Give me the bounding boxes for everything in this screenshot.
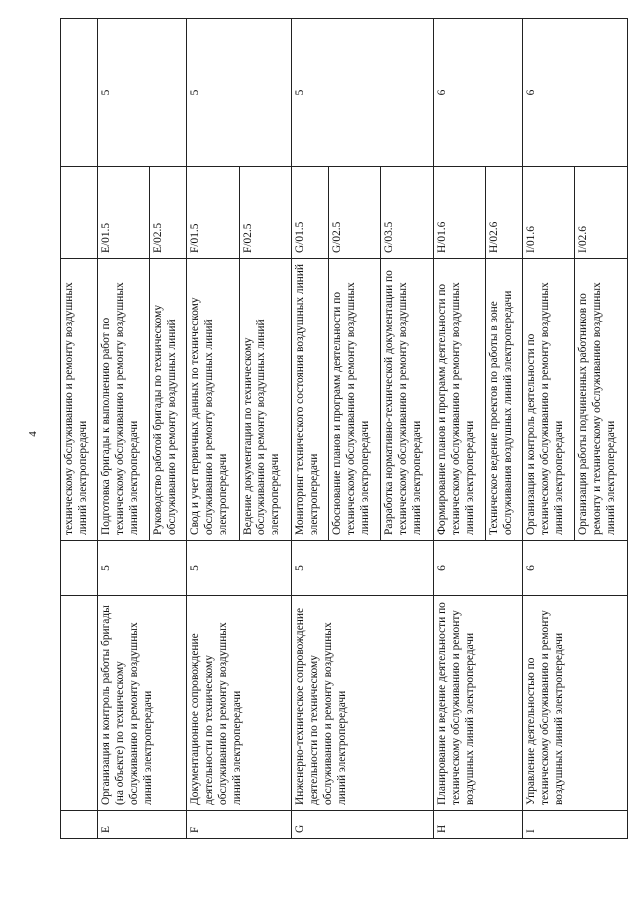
group-code: I [523,811,628,839]
page-number: 4 [26,431,39,437]
function-code: G/02.5 [328,167,380,259]
group-name: Документационное сопровождение деятельности по техническому обслуживанию и ремонту воздушных линий электропередачи [187,596,292,811]
function-name: Техническое ведение проектов по работы в зоне обслуживания воздушных линий электропередачи [486,259,523,541]
group-name: Планирование и ведение деятельности по техническому обслуживанию и ремонту воздушных линий электропередачи [433,596,522,811]
group-code: E [97,811,186,839]
table-row [97,19,149,839]
table-row [292,19,329,839]
group-level: 6 [523,541,628,596]
continued-function-text: техническому обслуживанию и ремонту воздушных линий электропередачи [61,259,98,541]
function-code: I/01.6 [523,167,575,259]
function-code: E/02.5 [150,167,187,259]
function-name: Организация работы подчиненных работников по ремонту и техническому обслуживанию воздушных линий электропередачи [575,259,628,541]
function-name: Руководство работой бригады по техническому обслуживанию и ремонту воздушных линий [150,259,187,541]
group-name: Организация и контроль работы бригады (на объекте) по техническому обслуживанию и ремонту воздушных линий электропередачи [97,596,186,811]
function-code: F/01.5 [187,167,239,259]
function-level: 6 [523,19,628,167]
function-level: 5 [97,19,186,167]
table-row [187,19,239,839]
function-code: I/02.6 [575,167,628,259]
function-name: Формирование планов и программ деятельности по техническому обслуживанию и ремонту воздушных линий электропередачи [433,259,485,541]
group-code: F [187,811,292,839]
function-name: Мониторинг технического состояния воздушных линий электропередачи [292,259,329,541]
function-level: 5 [292,19,434,167]
function-level: 6 [433,19,522,167]
function-code: G/01.5 [292,167,329,259]
function-name: Обоснование планов и программ деятельности по техническому обслуживанию и ремонту воздушных линий электропередачи [328,259,380,541]
group-level: 5 [187,541,292,596]
function-name: Подготовка бригады к выполнению работ по техническому обслуживанию и ремонту воздушных линий электропередачи [97,259,149,541]
functions-table [60,18,628,839]
table-row [523,19,575,839]
group-level: 6 [433,541,522,596]
group-name: Управление деятельностью по техническому обслуживанию и ремонту воздушных линий электропередачи [523,596,628,811]
table-row [433,19,485,839]
function-name: Ведение документации по техническому обслуживанию и ремонту воздушных линий электропередачи [239,259,291,541]
group-code: G [292,811,434,839]
group-level: 5 [97,541,186,596]
function-name: Организация и контроль деятельности по техническому обслуживанию и ремонту воздушных линий электропередачи [523,259,575,541]
function-level: 5 [187,19,292,167]
function-code: G/03.5 [381,167,433,259]
function-code: E/01.5 [97,167,149,259]
table-row-continued [61,19,98,839]
function-code: H/01.6 [433,167,485,259]
group-name: Инженерно-техническое сопровождение деятельности по техническому обслуживанию и ремонту воздушных линий электропередачи [292,596,434,811]
function-code: F/02.5 [239,167,291,259]
group-code: H [433,811,522,839]
function-code: H/02.6 [486,167,523,259]
group-level: 5 [292,541,434,596]
function-name: Свод и учет первичных данных по техническому обслуживанию и ремонту воздушных линий электропередачи [187,259,239,541]
table-body [61,19,628,839]
functions-table-sheet [60,19,628,839]
function-name: Разработка нормативно-технической документации по техническому обслуживанию и ремонту воздушных линий электропередачи [381,259,433,541]
